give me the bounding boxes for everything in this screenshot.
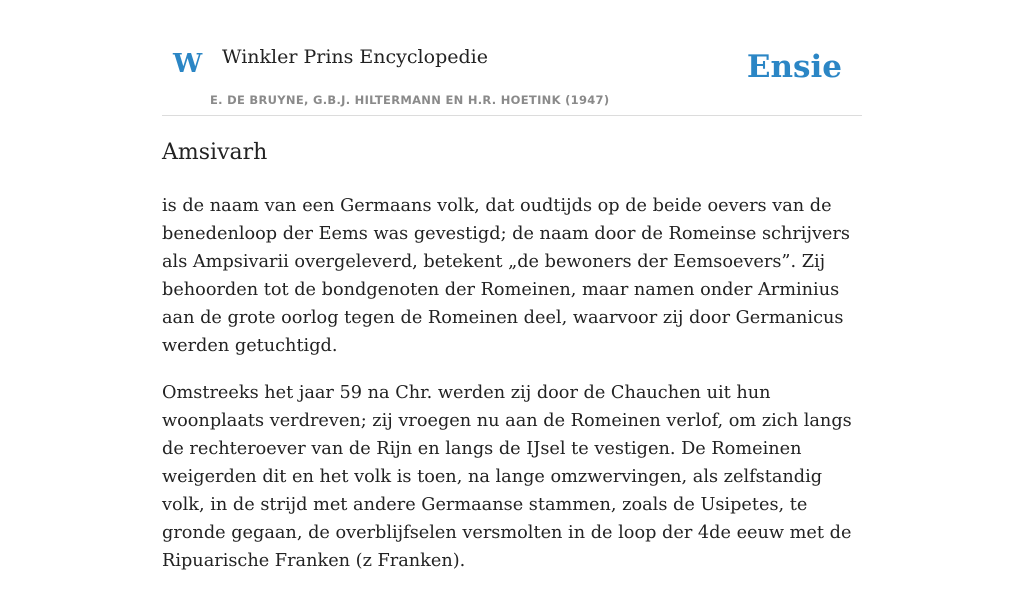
article-body xyxy=(162,192,862,594)
source-header xyxy=(162,0,862,116)
brand-logo-link[interactable]: Ensie xyxy=(746,49,842,85)
content-container xyxy=(162,0,862,571)
source-authors: E. DE BRUYNE, G.B.J. HILTERMANN EN H.R. HOETINK (1947) xyxy=(210,93,610,107)
article-paragraph: is de naam van een Germaans volk, dat oudtijds op de beide oevers van de benedenloop der Eems was gevestigd; de naam door de Romeinse schrijvers als Ampsivarii overgeleverd, betekent „de bewoners der Eemsoevers”. Zij behoorden tot de bondgenoten der Romeinen, maar namen onder Arminius aan de grote oorlog tegen de Romeinen deel, waarvoor zij door Germanicus werden getuchtigd. xyxy=(162,196,850,356)
article-paragraph: Omstreeks het jaar 59 na Chr. werden zij door de Chauchen uit hun woonplaats verdreven; zij vroegen nu aan de Romeinen verlof, om zich langs de rechteroever van de Rijn en langs de IJsel te vestigen. De Romeinen weigerden dit en het volk is toen, na lange omzwervingen, als zelfstandig volk, in de strijd met andere Germaanse stammen, zoals de Usipetes, te gronde gegaan, de overblijfselen versmolten in de loop der 4de eeuw met de Ripuarische Franken (z Franken). xyxy=(162,383,852,571)
article-title: Amsivarh xyxy=(162,140,268,165)
source-logo[interactable]: W xyxy=(173,49,203,79)
source-title-link[interactable]: Winkler Prins Encyclopedie xyxy=(222,46,488,68)
